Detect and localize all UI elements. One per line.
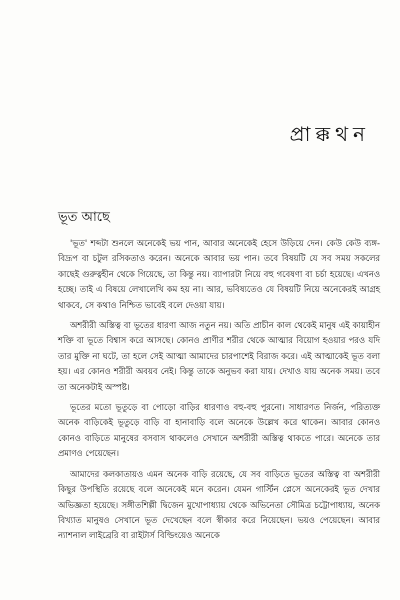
- paragraph-3: ভূতের মতো ভূতুড়ে বা পোড়ো বাড়ির ধারণাও বহু-বহু পুরনো। সাধারণত নির্জন, পরিত্যক্ত অনেক বাড়িকেই ভূতুড়ে বাড়ি বা হানাবাড়ি বলে অনেকে উল্লেখ করে থাকেন। আবার কোনও কোনও বাড়িতে মানুষের বসবাস থাকলেও সেখানে অশরীরী অস্তিত্ব থাকতে পারে। অনেকে তার প্রমাণও পেয়েছেন।: [58, 402, 380, 459]
- body-text: [58, 236, 380, 549]
- paragraph-4: আমাদের কলকাতায়ও এমন অনেক বাড়ি রয়েছে, যে সব বাড়িতে ভূতের অস্তিত্ব বা অশরীরী কিছুর উপস্থিতি রয়েছে বলে অনেকেই মনে করেন। যেমন গার্স্টিন প্লেসে অনেকেরই ভূত দেখার অভিজ্ঞতা হয়েছে। সঙ্গীতশিল্পী দ্বিজেন মুখোপাধ্যায় থেকে অভিনেতা সৌমিত্র চট্টোপাধ্যায়, অনেক বিখ্যাত মানুষও সেখানে ভূত দেখেছেন বলে স্বীকার করে নিয়েছেন। ভয়ও পেয়েছেন। আবার ন্যাশনাল লাইব্রেরি বা রাইটার্স বিল্ডিংয়েও অনেকে: [58, 468, 380, 541]
- page-title: প্রাক্কথন: [289, 122, 370, 146]
- section-heading: ভূত আছে: [58, 210, 110, 225]
- paragraph-1: 'ভূত' শব্দটা শুনলে অনেকেই ভয় পান, আবার অনেকেই হেসে উড়িয়ে দেন। কেউ কেউ ব্যঙ্গ-বিদ্রূপ বা চটুল রসিকতাও করেন। অনেকে আবার ভয় পান। তবে বিষয়টি যে সব সময় সকলের কাছেই গুরুত্বহীন থেকে গিয়েছে, তা কিন্তু নয়। ব্যাপারটা নিয়ে বহু গবেষণা বা চর্চা হয়েছে। এখনও হচ্ছে। তাই এ বিষয়ে লেখালেখি কম হয় না। আর, ভবিষ্যতেও যে বিষয়টি নিয়ে অনেকেরই আগ্রহ থাকবে, সে কথাও নিশ্চিত ভাবেই বলে দেওয়া যায়।: [58, 238, 380, 310]
- paragraph-2: অশরীরী অস্তিত্ব বা ভূতের ধারণা আজ নতুন নয়। অতি প্রাচীন কাল থেকেই মানুষ এই কায়াহীন শক্তি বা ভূতে বিশ্বাস করে আসছে। কোনও প্রাণীর শরীর থেকে আত্মার বিয়োগ হওয়ার পরও যদি তার মুক্তি না ঘটে, তা হলে সেই আত্মা আমাদের চারপাশেই বিরাজ করে। এই আত্মাকেই ভূত বলা হয়। এর কোনও শরীরী অবয়ব নেই। কিন্তু তাকে অনুভব করা যায়। দেখাও যায় অনেক সময়। তবে তা অনেকটাই অস্পষ্ট।: [58, 320, 380, 392]
